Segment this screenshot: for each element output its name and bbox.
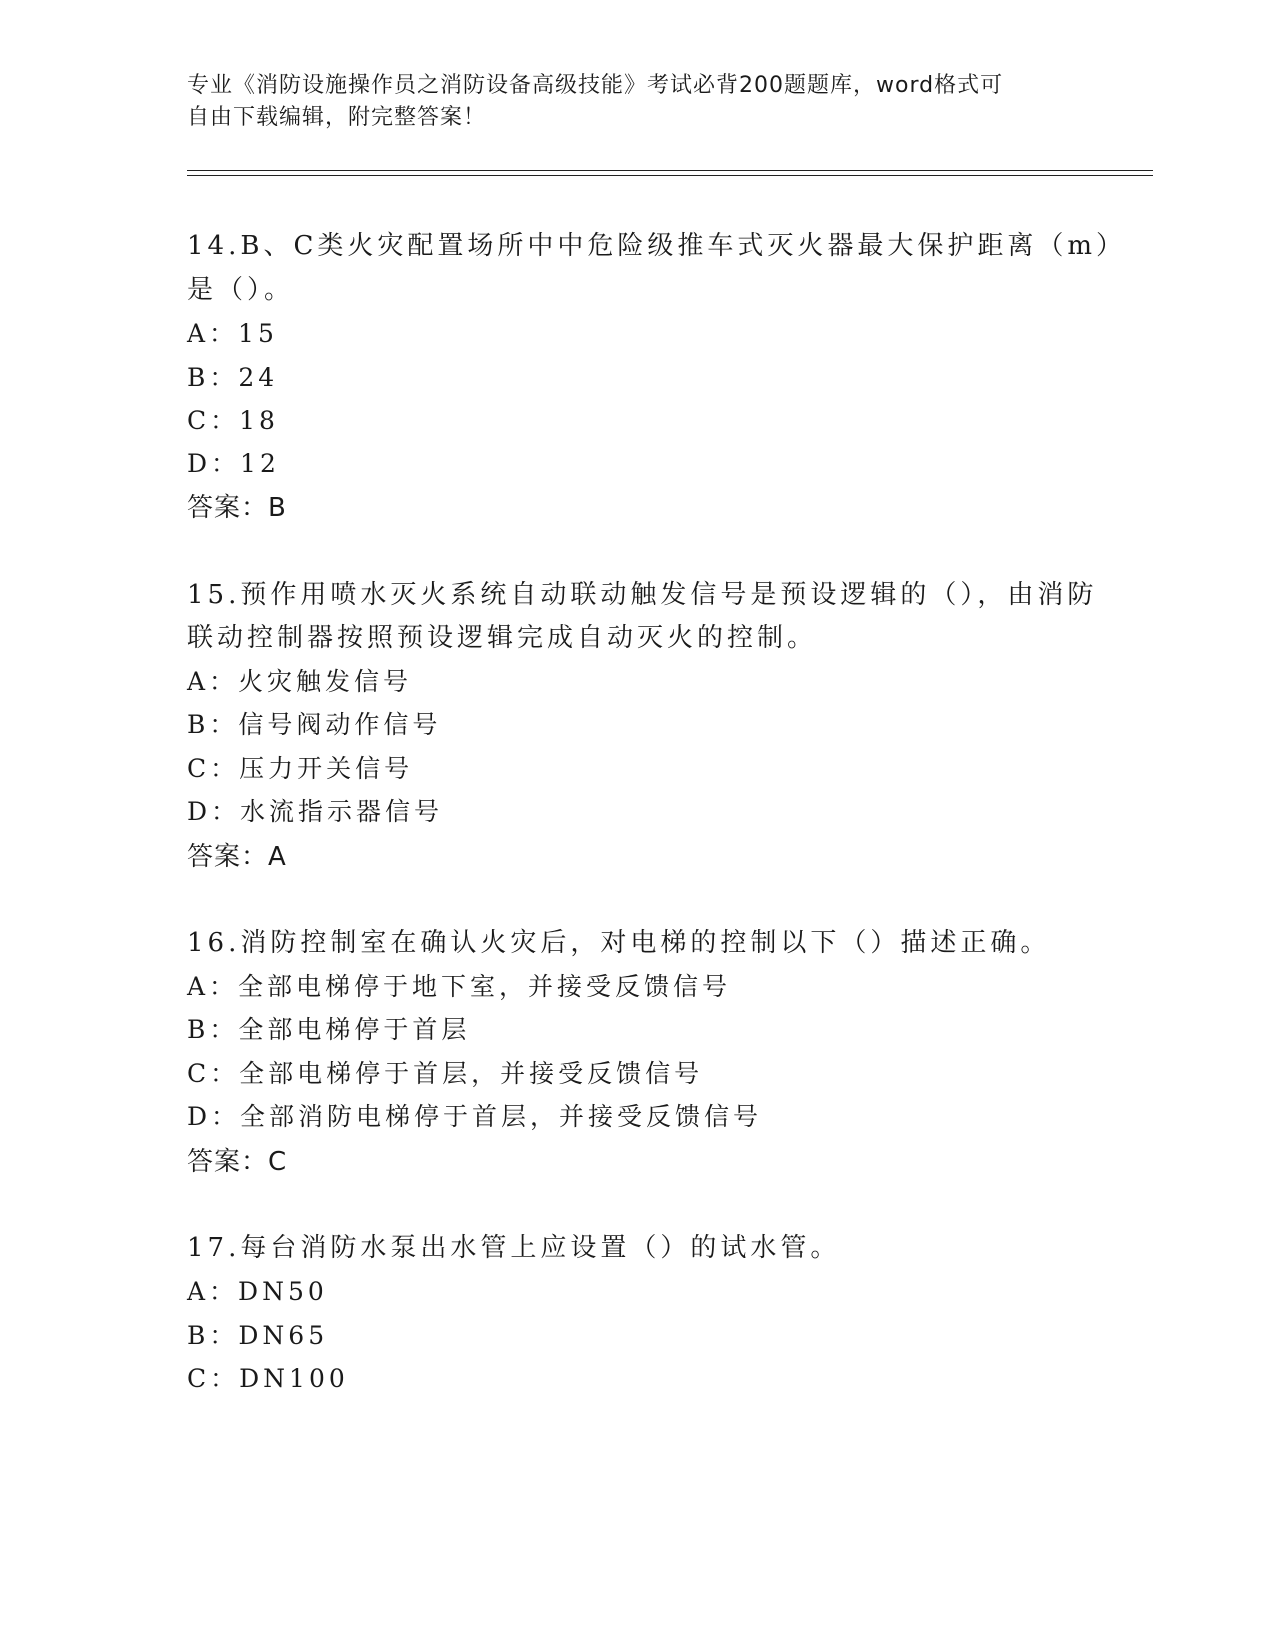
header-rule-bottom <box>187 175 1153 176</box>
option-d: D：全部消防电梯停于首层，并接受反馈信号 <box>187 1102 763 1131</box>
option-d: D：12 <box>187 449 280 478</box>
question-stem-line: 16.消防控制室在确认火灾后，对电梯的控制以下（）描述正确。 <box>187 928 1051 958</box>
question-stem-line: 14.B、C类火灾配置场所中中危险级推车式灭火器最大保护距离（m） <box>187 231 1127 261</box>
option-b: B：信号阀动作信号 <box>187 710 442 739</box>
answer-line: 答案：C <box>187 1147 288 1177</box>
header-rule-top <box>187 170 1153 171</box>
option-c: C：DN100 <box>187 1364 349 1393</box>
option-c: C：18 <box>187 406 279 435</box>
header-line-1: 专业《消防设施操作员之消防设备高级技能》考试必背200题题库，word格式可 <box>187 73 1004 98</box>
option-a: A：火灾触发信号 <box>187 667 413 696</box>
option-a: A：全部电梯停于地下室，并接受反馈信号 <box>187 972 732 1001</box>
option-b: B：全部电梯停于首层 <box>187 1015 471 1044</box>
answer-line: 答案：A <box>187 842 287 872</box>
answer-line: 答案：B <box>187 493 287 523</box>
question-stem-line: 是（）。 <box>187 275 295 305</box>
option-c: C：压力开关信号 <box>187 754 414 783</box>
option-a: A：DN50 <box>187 1277 328 1306</box>
option-d: D：水流指示器信号 <box>187 797 444 826</box>
question-stem-line: 17.每台消防水泵出水管上应设置（）的试水管。 <box>187 1233 841 1263</box>
option-b: B：DN65 <box>187 1321 329 1350</box>
header-line-2: 自由下载编辑，附完整答案！ <box>187 105 487 130</box>
question-stem-line: 15.预作用喷水灭火系统自动联动触发信号是预设逻辑的（），由消防 <box>187 580 1098 610</box>
question-stem-line: 联动控制器按照预设逻辑完成自动灭火的控制。 <box>187 623 818 653</box>
option-b: B：24 <box>187 363 279 392</box>
option-a: A：15 <box>187 319 278 348</box>
option-c: C：全部电梯停于首层，并接受反馈信号 <box>187 1059 704 1088</box>
